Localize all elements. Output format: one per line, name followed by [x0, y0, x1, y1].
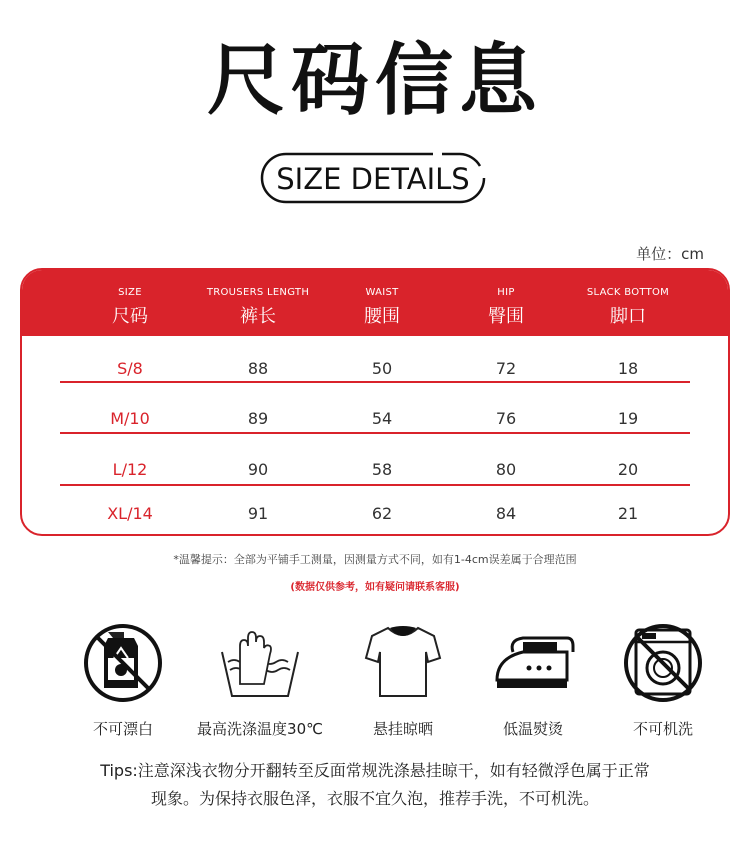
header-waist: WAIST 腰围	[364, 287, 400, 327]
header-hip: HIP 臀围	[488, 287, 524, 327]
table-row: XL/14 91 62 84 21	[107, 504, 639, 523]
reference-note: (数据仅供参考，如有疑问请联系客服)	[290, 582, 460, 593]
care-label: 低温熨烫	[502, 720, 563, 738]
hang-dry-icon	[358, 618, 448, 708]
header-trousers-length: TROUSERS LENGTH 裤长	[206, 287, 310, 327]
care-item-hang-dry	[348, 618, 458, 748]
care-label: 悬挂晾晒	[372, 720, 433, 738]
no-machine-wash-icon	[618, 618, 708, 708]
no-bleach-icon	[78, 618, 168, 708]
care-item-no-bleach	[68, 618, 178, 748]
care-item-hand-wash	[197, 618, 323, 748]
header-size: SIZE 尺码	[112, 287, 148, 327]
table-row: M/10 89 54 76 19	[110, 409, 639, 428]
row-divider	[60, 432, 690, 434]
care-item-no-machine-wash	[608, 618, 718, 748]
tips-line: 现象。为保持衣服色泽，衣服不宜久泡，推荐手洗，不可机洗。	[150, 789, 599, 808]
tips-line: Tips:注意深浅衣物分开翻转至反面常规洗涤悬挂晾干，如有轻微浮色属于正常	[100, 761, 650, 780]
header-slack-bottom: SLACK BOTTOM 脚口	[586, 287, 670, 327]
subtitle-text: SIZE DETAILS	[276, 162, 470, 196]
care-label: 不可漂白	[92, 720, 153, 738]
table-row: L/12 90 58 80 20	[112, 460, 639, 479]
row-divider	[60, 484, 690, 486]
measurement-note: *温馨提示：全部为平铺手工测量，因测量方式不同，如有1-4cm误差属于合理范围	[173, 553, 577, 566]
hand-wash-icon	[210, 618, 310, 708]
care-label: 不可机洗	[632, 720, 693, 738]
low-iron-icon	[483, 618, 583, 708]
care-tips	[0, 757, 750, 813]
page-title: 尺码信息	[206, 36, 543, 126]
care-label: 最高洗涤温度30℃	[197, 720, 323, 738]
unit-label: 单位：cm	[636, 245, 704, 263]
row-divider	[60, 381, 690, 383]
subtitle-badge	[258, 150, 488, 206]
care-item-low-iron	[478, 618, 588, 748]
table-row: S/8 88 50 72 18	[117, 359, 639, 378]
table-header	[22, 270, 728, 336]
size-table	[20, 268, 730, 536]
